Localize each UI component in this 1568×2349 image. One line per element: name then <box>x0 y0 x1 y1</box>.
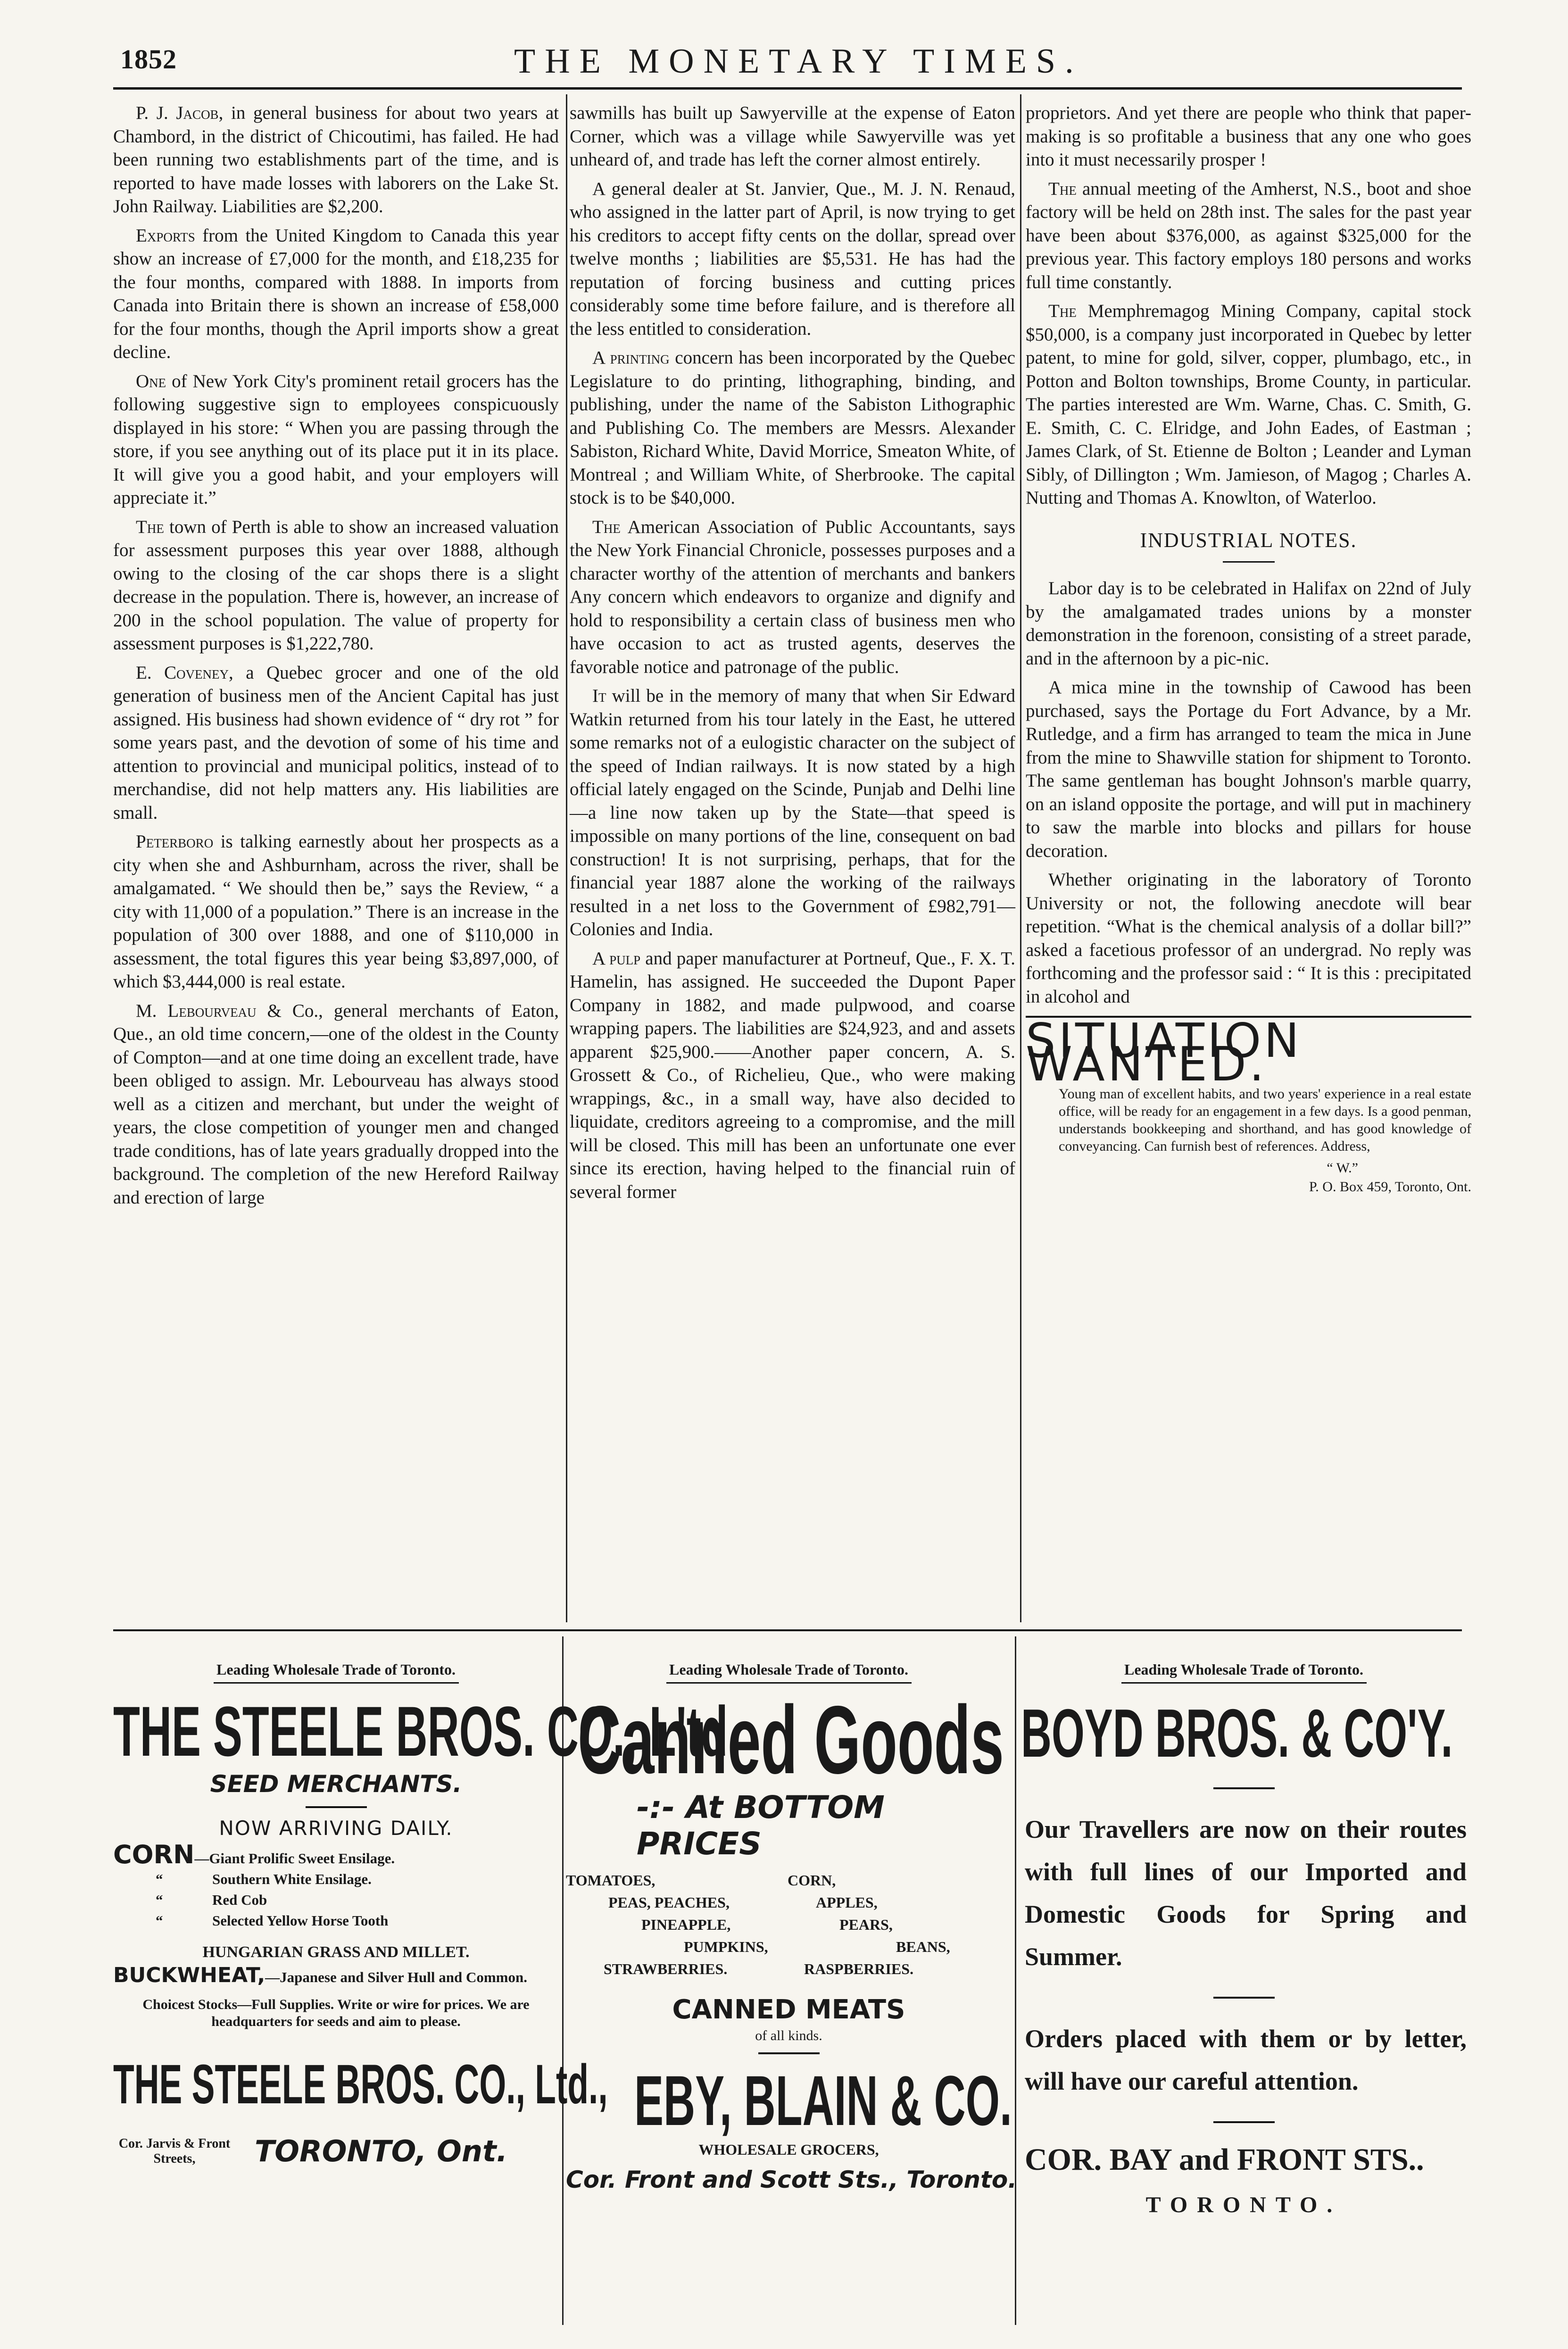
canned-item: BEANS, <box>896 1938 950 1955</box>
hungarian-grass: HUNGARIAN GRASS AND MILLET. <box>202 1943 470 1961</box>
steele-address-row <box>113 2134 559 2168</box>
canned-item: RASPBERRIES. <box>804 1960 914 1977</box>
buckwheat-word: BUCKWHEAT, <box>113 1963 265 1987</box>
article-paragraph <box>570 346 1015 510</box>
ad-rule <box>758 2052 820 2054</box>
ad-rule <box>1213 2121 1275 2123</box>
paragraph-lead: The <box>1048 301 1077 321</box>
paragraph-text: of New York City's prominent retail grocers has the following suggestive sign to employees conspicuously displayed in his store: “ When you are passing through the store, if you see anything out of its place put it in its place. It will give you a good habit, and your employers will appreciate it.” <box>113 371 559 508</box>
ad-rule <box>1213 1787 1275 1789</box>
paragraph-text: in general business for about two years at Chambord, in the district of Chicoutimi, has failed. He had been running two establishments part of the time, and is reported to have made losses with laborers on the Lake St. John Railway. Liabilities are $2,200. <box>113 103 559 216</box>
now-arriving: NOW ARRIVING DAILY. <box>219 1817 453 1840</box>
heading-rule <box>1223 561 1275 563</box>
article-paragraph <box>113 830 559 994</box>
paragraph-text: Memphremagog Mining Company, capital stock $50,000, is a company just incorporated in Quebec by letter patent, to mine for gold, silver, copper, plumbago, etc., in Potton and Bolton townships, Brome County, in particular. The parties interested are Wm. Warne, Chas. C. Smith, G. E. Smith, C. C. Elridge, and John Eades, of Eastman ; James Clark, of St. Etienne de Bolton ; Leander and Lyman Sibly, of Dillington ; Wm. Jamieson, of Magog ; Charles A. Nutting and Thomas A. Knowlton, of Waterloo. <box>1026 301 1471 508</box>
canned-goods-title: Canned Goods <box>578 1686 1004 1794</box>
paragraph-lead: A printing <box>592 348 670 368</box>
article-paragraph <box>1026 177 1471 294</box>
column-1 <box>113 101 559 1215</box>
canned-meats: CANNED MEATS <box>672 1994 905 2025</box>
paragraph-text: sawmills has built up Sawyerville at the expense of Eaton Corner, which was a village while Sawyerville was yet unheard of, and trade has left the corner almost entirely. <box>570 103 1015 170</box>
article-paragraph <box>570 515 1015 679</box>
paragraph-lead: A pulp <box>592 948 641 969</box>
signature-address: P. O. Box 459, Toronto, Ont. <box>1309 1179 1471 1195</box>
eby-blain-name: EBY, BLAIN & CO. <box>634 2061 1012 2140</box>
column-3 <box>1026 101 1471 1196</box>
article-paragraph <box>1026 299 1471 510</box>
ad-heading-rule <box>214 1682 459 1684</box>
paragraph-lead: The <box>592 516 621 537</box>
canned-items-row <box>566 1892 1012 1914</box>
corn-item-3: Red Cob <box>212 1892 267 1908</box>
ditto-mark: “ <box>156 1892 163 1908</box>
paragraph-text: a Quebec grocer and one of the old generation of business men of the Ancient Capital has just assigned. His business had shown evidence of “ dry rot ” for some years past, and the devotion of some of his time and attention to provincial and municipal politics, instead of to merchandise, did not help matters any. His liabilities are small. <box>113 662 559 823</box>
column-rule-2 <box>1020 94 1021 1622</box>
boyd-address: COR. BAY and FRONT STS.. <box>1025 2142 1424 2177</box>
corn-item-2: Southern White Ensilage. <box>212 1871 372 1887</box>
buckwheat-row <box>113 1963 559 1987</box>
buckwheat-text: —Japanese and Silver Hull and Common. <box>265 1969 527 1985</box>
paragraph-text: annual meeting of the Amherst, N.S., boot and shoe factory will be held on 28th inst. The sales for the past year have been about $376,000, as against $325,000 for the previous year. This factory employs 180 persons and works full time constantly. <box>1026 178 1471 292</box>
paragraph-lead: The <box>1048 178 1077 199</box>
wholesale-grocers: WHOLESALE GROCERS, <box>698 2141 879 2158</box>
article-paragraph <box>113 661 559 825</box>
paragraph-text: concern has been incorporated by the Quebec Legislature to do printing, lithographing, binding, and publishing, under the name of the Sabiston Lithographic and Publishing Co. The members are Messrs. Alexander Sabiston, Richard White, David Morrice, Smeaton White, of Montreal ; and William White, of Sherbrooke. The capital stock is to be $40,000. <box>570 348 1015 508</box>
ad-heading: Leading Wholesale Trade of Toronto. <box>216 1661 456 1678</box>
situation-wanted-body: Young man of excellent habits, and two years' experience in a real estate office, will be ready for an engagement in a few days. Is a good penman, understands bookkeeping and shorthand, and has good knowledge of conveyancing. Can furnish best of references. Address, <box>1059 1086 1471 1154</box>
canned-items-row <box>566 1869 1012 1892</box>
article-paragraph <box>570 684 1015 941</box>
choicest-stocks: Choicest Stocks—Full Supplies. Write or wire for prices. We are headquarters for seeds and aim to please. <box>142 1997 530 2029</box>
paragraph-text: A general dealer at St. Janvier, Que., M. J. N. Renaud, who assigned in the latter part of April, is now trying to get his creditors to accept fifty cents on the dollar, spread over twelve months ; liabilities are $5,531. He has had the reputation of forcing business and cutting prices considerably some time before failure, and is therefore all the less entitled to consideration. <box>570 178 1015 339</box>
paragraph-lead: M. Lebourveau <box>136 1000 257 1021</box>
canned-items <box>566 1869 1012 1980</box>
header-rule <box>113 87 1462 90</box>
industrial-notes-heading: INDUSTRIAL NOTES. <box>1140 528 1357 552</box>
page-number: 1852 <box>120 44 177 75</box>
ditto-mark: “ <box>156 1871 163 1887</box>
ad-rule <box>1213 1997 1275 1999</box>
article-paragraph <box>113 999 559 1210</box>
corn-word: CORN <box>113 1840 195 1869</box>
boyd-city: TORONTO. <box>1145 2192 1342 2217</box>
canned-items-row <box>566 1914 1012 1936</box>
article-paragraph <box>570 177 1015 341</box>
canned-item: PUMPKINS, <box>684 1938 768 1955</box>
article-paragraph <box>570 101 1015 172</box>
paragraph-text: is talking earnestly about her prospects as a city when she and Ashburnham, across the river, shall be amalgamated. “ We should then be,” says the Review, “ a city with 11,000 of a population.” There is an increase in the population of 300 over 1888, and one of $110,000 in assessment, the total figures this year being $3,897,000, of which $3,444,000 is real estate. <box>113 831 559 992</box>
article-paragraph <box>113 224 559 364</box>
canned-item: PEARS, <box>839 1916 893 1933</box>
boyd-bros-advertisement <box>1021 1655 1467 2325</box>
paragraph-text: American Association of Public Accountants, says the New York Financial Chronicle, possesses purposes and a character worthy of the attention of merchants and bankers Any concern which endeavors to organize and dignify and hold to responsibility a certain class of business men who have occasion to act as trusted agents, deserves the favorable notice and patronage of the public. <box>570 516 1015 677</box>
eby-blain-address: Cor. Front and Scott Sts., Toronto. <box>566 2166 1017 2193</box>
paragraph-lead: E. Coveney, <box>136 662 233 683</box>
corn-row-3 <box>113 1890 559 1910</box>
paragraph-lead: The <box>136 516 164 537</box>
paragraph-lead: One <box>136 371 166 391</box>
ads-top-rule <box>113 1629 1462 1631</box>
signature-initial: “ W.” <box>1327 1160 1358 1176</box>
canned-item: STRAWBERRIES. <box>604 1960 728 1977</box>
article-paragraph <box>113 370 559 510</box>
canned-items-row <box>566 1958 1012 1980</box>
seed-merchants: SEED MERCHANTS. <box>210 1770 462 1798</box>
canned-items-row <box>566 1936 1012 1958</box>
industrial-note: A mica mine in the township of Cawood has been purchased, says the Portage du Fort Advance, by a Mr. Rutledge, and a firm has arranged to team the mica in June from the mine to Shawville station for shipment to Toronto. The same gentleman has bought Johnson's marble quarry, on an island opposite the portage, and will put in machinery to saw the marble into blocks and pillars for house decoration. <box>1026 677 1471 861</box>
steele-bros-name-2: THE STEELE BROS. CO., Ltd., <box>113 2053 608 2116</box>
paragraph-text: & Co., general merchants of Eaton, Que., an old time concern,—one of the oldest in the County of Compton—and at one time doing an excellent trade, have been obliged to assign. Mr. Lebourveau has always stood well as a citizen and merchant, but under the weight of years, the close competition of younger men and changed trade conditions, has of late years gradually dropped into the background. The completion of the new Hereford Railway and erection of large <box>113 1000 559 1208</box>
ad-heading: Leading Wholesale Trade of Toronto. <box>1124 1661 1364 1678</box>
canned-item: CORN, <box>788 1872 836 1889</box>
canned-item: PINEAPPLE, <box>641 1916 731 1933</box>
masthead-title: THE MONETARY TIMES. <box>514 42 1083 81</box>
ads-rule-2 <box>1015 1636 1016 2325</box>
paragraph-lead: P. J. Jacob, <box>136 103 224 123</box>
ditto-mark: “ <box>156 1912 163 1929</box>
steele-bros-name: THE STEELE BROS. CO., L'td. <box>113 1692 740 1771</box>
boyd-bros-name: BOYD BROS. & CO'Y. <box>1021 1695 1453 1771</box>
paragraph-lead: It <box>592 686 606 706</box>
situation-wanted-title: SITUATION WANTED. <box>1026 1013 1302 1092</box>
canned-item: PEAS, PEACHES, <box>608 1894 730 1911</box>
steele-city: TORONTO, Ont. <box>255 2134 508 2168</box>
ad-rule <box>306 1806 367 1808</box>
boyd-orders: Orders placed with them or by letter, will have our careful attention. <box>1025 2025 1467 2095</box>
industrial-note: Whether originating in the laboratory of Toronto University or not, the following anecdote will bear repetition. “What is the chemical analysis of a dollar bill?” asked a facetious professor of an undergrad. No reply was forthcoming and the professor said : “ It is this : precipitated in alcohol and <box>1026 870 1471 1007</box>
column-2 <box>570 101 1015 1209</box>
corn-item-1: —Giant Prolific Sweet Ensilage. <box>194 1850 395 1867</box>
paragraph-text: town of Perth is able to show an increased valuation for assessment purposes this year over 1888, although owing to the closing of the car shops there is a slight decrease in the population. There is, however, an increase of 200 in the school population. The value of property for assessment purposes is $1,222,780. <box>113 516 559 654</box>
ad-heading-rule <box>666 1682 912 1684</box>
steele-address: Cor. Jarvis & Front Streets, <box>118 2136 231 2166</box>
canned-item: APPLES, <box>816 1894 878 1911</box>
column-rule-1 <box>566 94 567 1622</box>
corn-row-2 <box>113 1869 559 1890</box>
paragraph-lead: Peterboro <box>136 831 214 852</box>
ad-heading-rule <box>1121 1682 1367 1684</box>
situation-wanted-signature <box>1026 1159 1471 1196</box>
article-paragraph <box>1026 101 1471 172</box>
article-paragraph <box>113 515 559 656</box>
boyd-travellers: Our Travellers are now on their routes with full lines of our Imported and Domestic Goods for Spring and Summer. <box>1025 1815 1467 1971</box>
bottom-prices: -:- At BOTTOM PRICES <box>637 1789 885 1862</box>
corn-row-4 <box>113 1910 559 1931</box>
corn-row-1 <box>113 1840 559 1869</box>
article-paragraph <box>113 101 559 218</box>
paragraph-lead: Exports <box>136 225 195 246</box>
industrial-note: Labor day is to be celebrated in Halifax on 22nd of July by the amalgamated trades unions by a monster demonstration in the forenoon, consisting of a street parade, and in the afternoon by a pic-nic. <box>1026 578 1471 669</box>
corn-item-4: Selected Yellow Horse Tooth <box>212 1912 389 1929</box>
paragraph-text: will be in the memory of many that when Sir Edward Watkin returned from his tour lately in the East, he uttered some remarks not of a eulogistic character on the subject of the speed of Indian railways. It is now stated by a high official lately engaged on the Scinde, Punjab and Delhi line—a line now taken up by the State—that speed is impossible on many portions of the line, consequent on bad construction! It is not surprising, perhaps, that for the financial year 1887 alone the working of the railways resulted in a net loss to the Government of £982,791—Colonies and India. <box>570 686 1015 939</box>
ad-heading: Leading Wholesale Trade of Toronto. <box>669 1661 909 1678</box>
paragraph-text: proprietors. And yet there are people who think that paper-making is so profitable a business that any one who goes into it must necessarily prosper ! <box>1026 103 1471 170</box>
canned-goods-advertisement <box>566 1655 1017 2325</box>
of-all-kinds: of all kinds. <box>755 2028 822 2043</box>
paragraph-text: from the United Kingdom to Canada this year show an increase of £7,000 for the month, and £18,235 for the four months, compared with 1888. In imports from Canada into Britain there is shown an increase of £58,000 for the four months, though the April imports show a great decline. <box>113 225 559 362</box>
corn-list <box>113 1840 559 1931</box>
canned-item: TOMATOES, <box>566 1872 655 1889</box>
article-paragraph <box>570 947 1015 1204</box>
paragraph-text: and paper manufacturer at Portneuf, Que., F. X. T. Hamelin, has assigned. He succeeded the Dupont Paper Company in 1882, and made pulpwood, and coarse wrapping papers. The liabilities are $24,923, and and assets apparent $25,900.——Another paper concern, A. S. Grossett & Co., of Richelieu, Que., who were making wrappings, &c., in a small way, have also decided to liquidate, creditors agreeing to a compromise, and the mill will be closed. This mill has been an unfortunate one ever since its erection, having helped to the financial ruin of several former <box>570 948 1015 1202</box>
